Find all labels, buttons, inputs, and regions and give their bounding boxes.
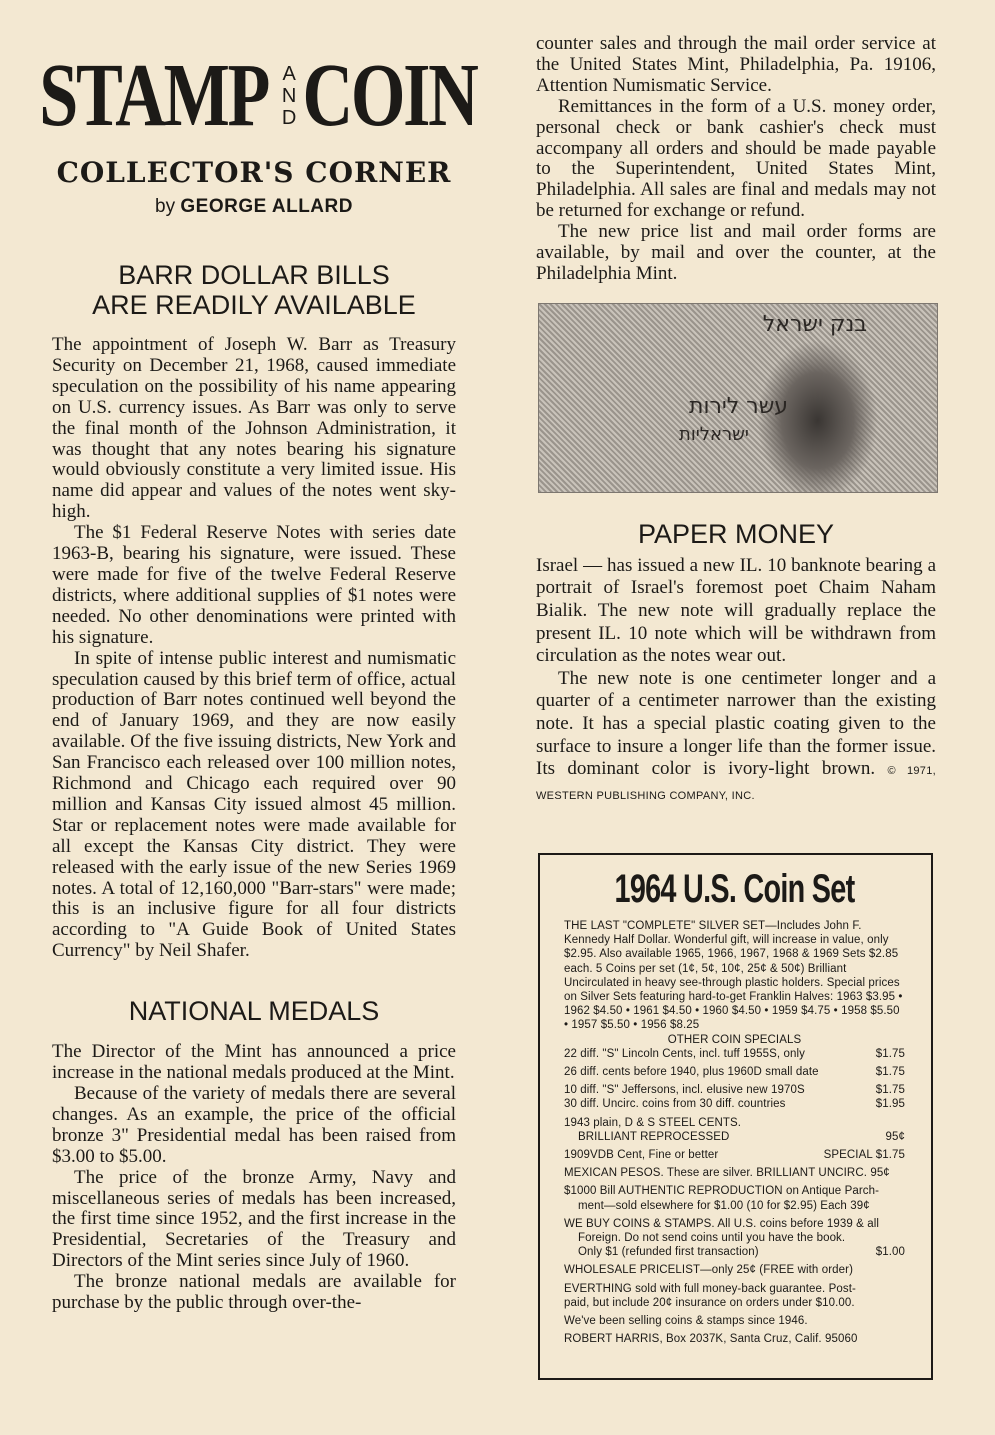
byline-by: by (155, 196, 176, 217)
ad-item-price: SPECIAL $1.75 (823, 1149, 905, 1162)
barr-paragraph: In spite of intense public interest and numismatic speculation caused by this brief term of office, actual production of Barr notes continued well beyond the end of January 1969, and they are now easily available. Of the five issuing districts, New York and San Francisco each released over 100 million notes, Richmond and Chicago each required over 90 million and Kansas City issued almost 45 million. Star or replacement notes were made available for all except the Kansas City district. They were released with the early issue of the new Series 1969 notes. A total of 12,160,000 "Barr-stars" were made; this is an inclusive figure for all four districts according to "A Guide Book of United States Currency" by Neil Shafer. (52, 647, 456, 962)
ad-item-price: $1.95 (875, 1098, 905, 1111)
ad-address: ROBERT HARRIS, Box 2037K, Santa Cruz, Calif. 95060 (564, 1333, 858, 1346)
medals-section (52, 996, 456, 1314)
medals-paragraph: Remittances in the form of a U.S. money order, personal check or bank cashier's check must accompany all orders and should be made payable to the Superintendent, United States Mint, Philadelphia. All sales are final and medals may not be returned for exchange or refund. (536, 95, 936, 222)
medals-paragraph: The bronze national medals are available for purchase by the public through over-the- (52, 1271, 456, 1314)
byline-author: GEORGE ALLARD (180, 196, 353, 217)
paper-paragraph-text: The new note is one centimeter longer and a quarter of a centimeter narrower than the existing note. It has a special plastic coating given to the surface to insure a longer life than the former issue. Its dominant color is ivory-light brown. (536, 667, 936, 780)
masthead-and-letter: A (282, 63, 296, 85)
ad-wholesale: WHOLESALE PRICELIST—only 25¢ (FREE with order) (564, 1264, 853, 1277)
ad-intro: THE LAST "COMPLETE" SILVER SET—Includes John F. Kennedy Half Dollar. Wonderful gift, will increase in value, only $2.95. Also available 1965, 1966, 1967, 1968 & 1969 Sets $2.85 each. 5 Coins per set (1¢, 5¢, 10¢, 25¢ & 50¢) Brilliant Uncirculated in heavy see-through plastic holders. Special prices on Silver Sets featuring hard-to-get Franklin Halves: 1963 $3.95 • 1962 $4.50 • 1961 $4.50 • 1960 $4.50 • 1959 $4.75 • 1958 $5.50 • 1957 $5.50 • 1956 $8.25 (564, 920, 903, 1032)
ad-buy-line: WE BUY COINS & STAMPS. All U.S. coins before 1939 & all (564, 1217, 880, 1230)
barr-heading-line1: BARR DOLLAR BILLS (118, 260, 390, 290)
ad-item (564, 1097, 905, 1111)
ad-item (564, 1065, 905, 1079)
israel-banknote-image (538, 303, 938, 493)
ad-item-price: $1.75 (875, 1047, 905, 1060)
ad-item (564, 1047, 905, 1061)
ad-buy-line (564, 1245, 905, 1259)
ad-item-price: 95¢ (885, 1130, 905, 1143)
medals-heading: NATIONAL MEDALS (128, 996, 380, 1027)
ad-title: 1964 U.S. Coin Set (614, 867, 855, 911)
ad-item-price: $1.00 (875, 1246, 905, 1259)
barr-paragraph: The $1 Federal Reserve Notes with series date 1963-B, bearing his signature, were issued. These were made for five of the twelve Federal Reserve districts, where additional supplies of $1 notes were needed. No other denominations were printed with his signature. (52, 522, 456, 648)
masthead-and-letter: D (281, 107, 297, 129)
copyright-notice: © 1971, WESTERN PUBLISHING COMPANY, INC. (536, 765, 936, 802)
barr-paragraph: The appointment of Joseph W. Barr as Treasury Security on December 21, 1968, caused immediate speculation on the possibility of his name appearing on U.S. currency issues. As Barr was only to serve the final month of the Johnson Administration, it was thought that any notes bearing his signature would obviously constitute a very limited issue. His name did appear and values of the notes went sky-high. (52, 334, 456, 523)
ad-steel-cents-line2 (564, 1130, 905, 1144)
left-column (38, 40, 477, 1314)
ad-item-label: BRILLIANT REPROCESSED (578, 1130, 730, 1143)
ad-bill-line: $1000 Bill AUTHENTIC REPRODUCTION on Antique Parch- (564, 1185, 880, 1198)
ad-specials-heading: OTHER COIN SPECIALS (667, 1033, 802, 1046)
ad-item-label: 10 diff. "S" Jeffersons, incl. elusive new 1970S (564, 1084, 805, 1097)
masthead-and (282, 63, 296, 129)
masthead-stamp: STAMP (38, 46, 268, 145)
paper-money-heading: PAPER MONEY (637, 518, 835, 549)
ad-steel-cents: 1943 plain, D & S STEEL CENTS. (564, 1116, 742, 1129)
ad-item-label: 22 diff. "S" Lincoln Cents, incl. tuff 1955S, only (564, 1047, 805, 1060)
banknote-hebrew-text: ישראליות (679, 423, 749, 445)
banknote-hebrew-text: בנק ישראל (762, 311, 867, 337)
medals-paragraph: The Director of the Mint has announced a price increase in the national medals produced at the Mint. (52, 1041, 456, 1084)
masthead-and-letter: N (281, 85, 297, 107)
ad-buy-line: Foreign. Do not send coins until you have the book. (578, 1232, 846, 1245)
ad-pesos: MEXICAN PESOS. These are silver. BRILLIANT UNCIRC. 95¢ (564, 1167, 890, 1180)
medals-paragraph-continued: counter sales and through the mail order service at the United States Mint, Philadelphia, Pa. 19106, Attention Numismatic Service. (536, 33, 936, 96)
ad-item (564, 1083, 905, 1097)
banknote-hebrew-text: עשר לירות (689, 393, 789, 419)
barr-heading-line2: ARE READILY AVAILABLE (92, 290, 416, 320)
right-column (536, 34, 936, 807)
medals-paragraph: Because of the variety of medals there are several changes. As an example, the price of the official bronze 3" Presidential medal has been raised from $3.00 to $5.00. (52, 1083, 456, 1167)
byline (52, 196, 456, 218)
ad-item (564, 1148, 905, 1162)
ad-item-price: $1.75 (875, 1084, 905, 1097)
ad-item-label: 1909VDB Cent, Fine or better (564, 1149, 719, 1162)
ad-item-label: 30 diff. Uncirc. coins from 30 diff. countries (564, 1098, 786, 1111)
ad-since: We've been selling coins & stamps since 1946. (564, 1315, 808, 1328)
ad-guarantee: EVERTHING sold with full money-back guarantee. Post- (564, 1282, 856, 1295)
ad-guarantee: paid, but include 20¢ insurance on orders under $10.00. (564, 1296, 855, 1309)
masthead-coin: COIN (302, 46, 477, 145)
medals-paragraph: The price of the bronze Army, Navy and miscellaneous series of medals has been increased, the first time since 1952, and the first increase in the Presidential, Secretaries of the Treasury and Directors of the Mint series since July of 1960. (52, 1166, 456, 1272)
column-subtitle: COLLECTOR'S CORNER (56, 156, 452, 189)
coin-set-advertisement (538, 853, 933, 1380)
medals-paragraph: The new price list and mail order forms are available, by mail and over the counter, at the Philadelphia Mint. (536, 221, 936, 284)
ad-bill-line: ment—sold elsewhere for $1.00 (10 for $2.95) Each 39¢ (578, 1199, 870, 1212)
barr-section (52, 260, 456, 962)
paper-paragraph: Israel — has issued a new IL. 10 banknote bearing a portrait of Israel's foremost poet Chaim Naham Bialik. The new note will gradually replace the present IL. 10 note which will be withdrawn from circulation as the notes wear out. (536, 554, 936, 667)
masthead (38, 40, 477, 152)
paper-paragraph (536, 668, 936, 808)
ad-item-label: Only $1 (refunded first transaction) (578, 1246, 759, 1259)
ad-item-label: 26 diff. cents before 1940, plus 1960D small date (564, 1066, 819, 1079)
ad-item-price: $1.75 (875, 1066, 905, 1079)
